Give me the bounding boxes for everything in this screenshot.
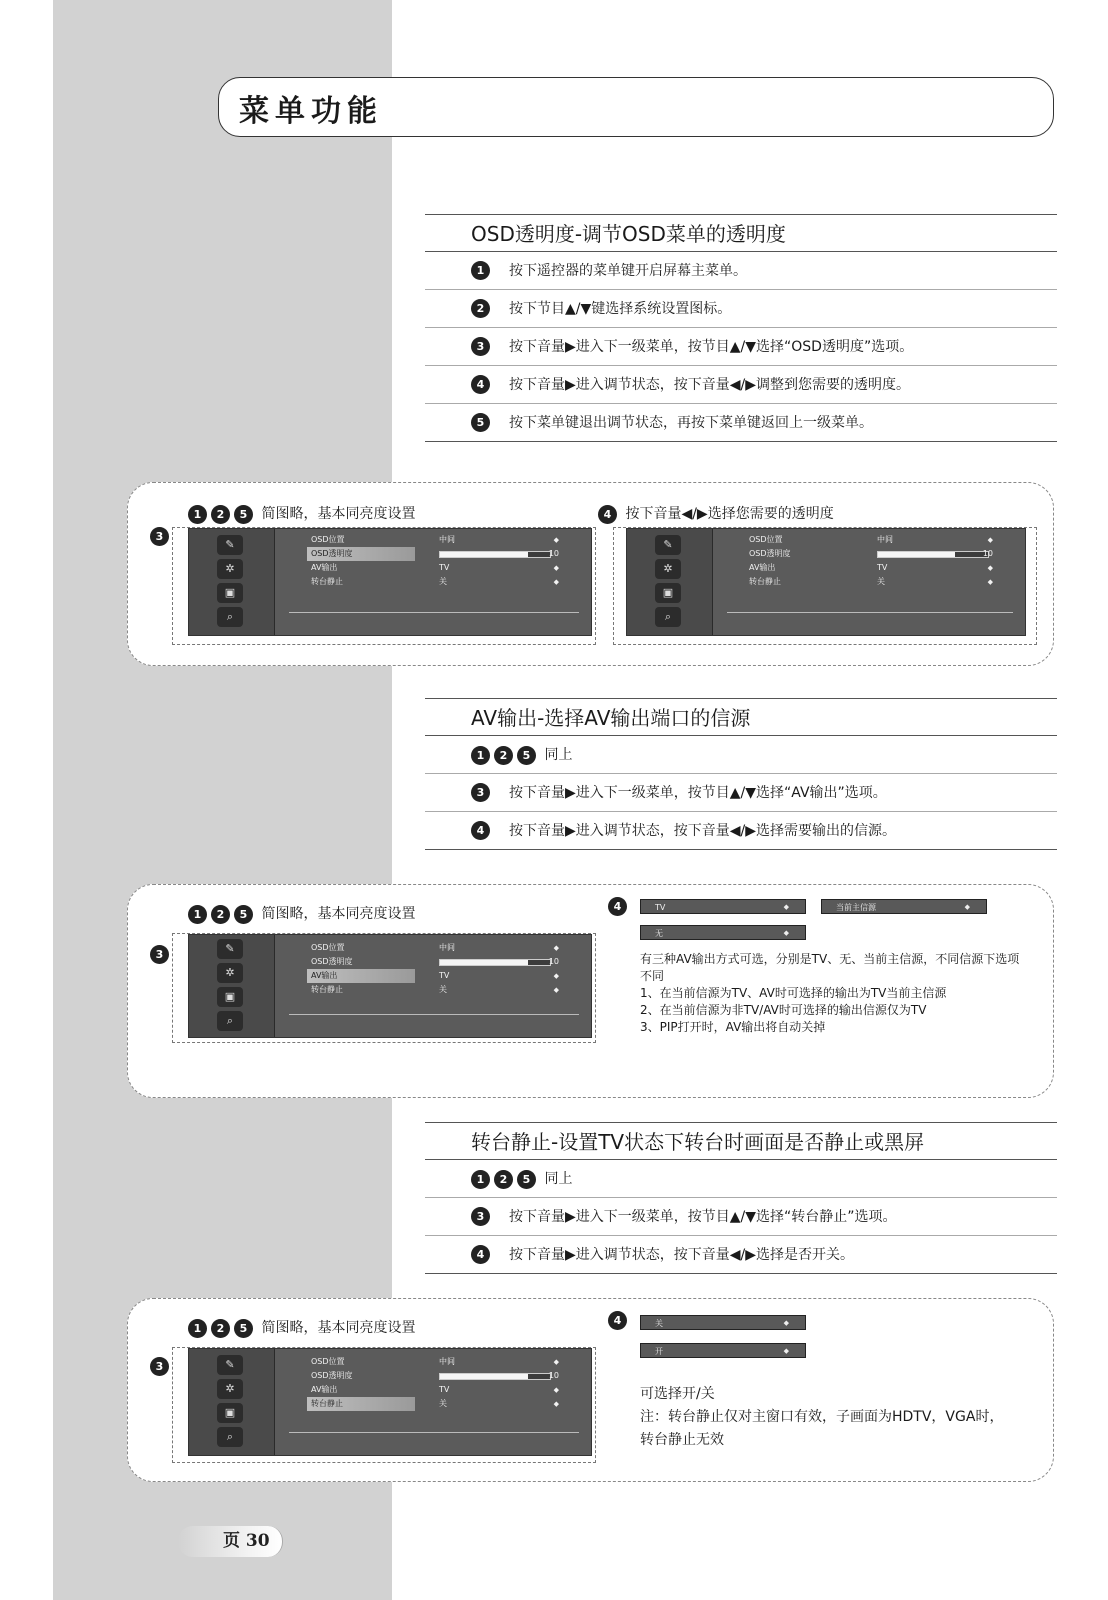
option-tv[interactable] [640, 899, 806, 914]
step-text: 按下音量▶进入调节状态，按下音量◀/▶选择需要输出的信源。 [509, 823, 897, 839]
arrow-right-icon: ◆ [553, 564, 559, 572]
option-off[interactable] [640, 1315, 806, 1330]
arrow-right-icon: ◆ [987, 536, 993, 544]
arrow-right-icon: ◆ [553, 972, 559, 980]
magnifier-icon: ⌕ [217, 607, 243, 627]
gear-icon: ✲ [217, 963, 243, 983]
same-label: 同上 [544, 747, 573, 763]
picture-icon: ▣ [217, 987, 243, 1007]
step-text: 按下音量▶进入下一级菜单，按节目▲/▼选择“AV输出”选项。 [509, 785, 887, 801]
option-label: TV [655, 903, 666, 912]
menu-label: 转台静止 [311, 577, 343, 586]
step-number: 3 [471, 337, 490, 356]
step-number: 2 [494, 746, 513, 765]
wrench-icon: ✎ [217, 1355, 243, 1375]
menu-row[interactable] [289, 983, 579, 997]
menu-row[interactable] [727, 547, 1013, 561]
step-number: 5 [471, 413, 490, 432]
option-label: 关 [655, 1319, 663, 1328]
menu-label: OSD位置 [311, 535, 345, 544]
step-numbers [471, 1160, 572, 1198]
step-text: 按下节目▲/▼键选择系统设置图标。 [509, 301, 732, 317]
option-label: 当前主信源 [836, 903, 876, 912]
caption-text: 简图略，基本同亮度设置 [261, 906, 416, 922]
illustration-panel-3 [127, 1298, 1054, 1482]
menu-value: 中间 [439, 535, 455, 544]
menu-label: OSD透明度 [307, 547, 415, 561]
step-number: 3 [150, 527, 169, 546]
menu-row[interactable] [727, 533, 1013, 547]
section-title: 转台静止-设置TV状态下转台时画面是否静止或黑屏 [425, 1122, 1057, 1160]
step-number: 3 [150, 1357, 169, 1376]
menu-label: OSD透明度 [311, 1371, 353, 1380]
step-number: 5 [517, 746, 536, 765]
menu-row[interactable] [289, 1369, 579, 1383]
menu-row[interactable] [727, 561, 1013, 575]
menu-label: 转台静止 [749, 577, 781, 586]
caption-text: 按下音量◀/▶选择您需要的透明度 [625, 506, 834, 522]
page-number-tab [178, 1526, 283, 1557]
menu-label: 转台静止 [307, 1397, 415, 1411]
picture-icon: ▣ [217, 583, 243, 603]
wrench-icon: ✎ [655, 535, 681, 555]
transparency-bar[interactable] [439, 1373, 551, 1380]
bar-value: 10 [548, 1371, 559, 1380]
magnifier-icon: ⌕ [217, 1427, 243, 1447]
arrow-right-icon: ◆ [987, 564, 993, 572]
arrow-right-icon: ◆ [783, 903, 789, 911]
step-row [425, 366, 1057, 404]
menu-row-selected[interactable] [289, 969, 579, 983]
menu-screenshot-frame [172, 1347, 596, 1463]
picture-icon: ▣ [217, 1403, 243, 1423]
menu-row[interactable] [289, 575, 579, 589]
step-number: 4 [471, 375, 490, 394]
menu-value: TV [877, 563, 888, 572]
step-text: 按下菜单键退出调节状态，再按下菜单键返回上一级菜单。 [509, 415, 873, 431]
bar-fill [440, 960, 528, 965]
picture-icon: ▣ [655, 583, 681, 603]
page-title-box [218, 77, 1054, 137]
wrench-icon: ✎ [217, 535, 243, 555]
step-number: 4 [608, 897, 627, 916]
arrow-right-icon: ◆ [553, 986, 559, 994]
menu-value: 中间 [877, 535, 893, 544]
note-line: 2、在当前信源为非TV/AV时可选择的输出信源仅为TV [640, 1003, 927, 1017]
step-number: 1 [471, 1170, 490, 1189]
menu-row[interactable] [289, 533, 579, 547]
menu-value: TV [439, 971, 450, 980]
caption-text: 简图略，基本同亮度设置 [261, 506, 416, 522]
step-number: 2 [494, 1170, 513, 1189]
step-numbers [471, 736, 572, 774]
bar-fill [440, 1374, 528, 1379]
panel-caption-left [188, 1317, 415, 1338]
panel-caption-right [598, 503, 834, 524]
step-row [425, 252, 1057, 290]
step-number: 3 [471, 783, 490, 802]
step-number: 1 [188, 505, 207, 524]
wrench-icon: ✎ [217, 939, 243, 959]
arrow-right-icon: ◆ [783, 1347, 789, 1355]
menu-value: 关 [439, 985, 447, 994]
menu-label: AV输出 [307, 969, 415, 983]
menu-value: TV [439, 1385, 450, 1394]
note-line: 1、在当前信源为TV、AV时可选择的输出为TV当前主信源 [640, 986, 947, 1000]
section-av-output [425, 698, 1057, 850]
step-number: 5 [234, 905, 253, 924]
menu-row[interactable] [289, 1383, 579, 1397]
arrow-right-icon: ◆ [783, 1319, 789, 1327]
freeze-note [640, 1383, 1048, 1452]
step-number: 5 [517, 1170, 536, 1189]
step-row [425, 1236, 1057, 1274]
menu-sidebar [189, 935, 275, 1037]
menu-value: TV [439, 563, 450, 572]
note-line: 转台静止无效 [640, 1432, 724, 1448]
transparency-bar[interactable] [439, 551, 551, 558]
step-row-same [425, 1160, 1057, 1198]
step-number: 5 [234, 1319, 253, 1338]
menu-row[interactable] [289, 955, 579, 969]
note-line: 有三种AV输出方式可选，分别是TV、无、当前主信源，不同信源下选项 [640, 952, 1020, 966]
menu-value: 关 [439, 577, 447, 586]
step-number: 3 [150, 945, 169, 964]
section-osd-transparency [425, 214, 1057, 442]
tv-menu-screen [188, 1348, 592, 1456]
menu-label: OSD透明度 [311, 957, 353, 966]
step-row [425, 1198, 1057, 1236]
gear-icon: ✲ [217, 1379, 243, 1399]
note-line: 不同 [640, 969, 665, 983]
step-row [425, 290, 1057, 328]
menu-label: AV输出 [749, 563, 776, 572]
menu-content [727, 529, 1013, 613]
bar-value: 10 [548, 549, 559, 558]
option-on[interactable] [640, 1343, 806, 1358]
option-current-source[interactable] [821, 899, 987, 914]
panel-caption-left [188, 503, 415, 524]
step-number: 2 [471, 299, 490, 318]
note-line: 注：转台静止仅对主窗口有效，子画面为HDTV，VGA时， [640, 1409, 1004, 1425]
bar-value: 10 [548, 957, 559, 966]
menu-content [289, 529, 579, 613]
arrow-right-icon: ◆ [553, 1400, 559, 1408]
menu-value: 中间 [439, 1357, 455, 1366]
section-title: OSD透明度-调节OSD菜单的透明度 [425, 214, 1057, 252]
transparency-bar[interactable] [439, 959, 551, 966]
option-label: 开 [655, 1347, 663, 1356]
tv-menu-screen [626, 528, 1026, 636]
step-text: 按下音量▶进入调节状态，按下音量◀/▶调整到您需要的透明度。 [509, 377, 911, 393]
magnifier-icon: ⌕ [655, 607, 681, 627]
gear-icon: ✲ [217, 559, 243, 579]
tv-menu-screen [188, 528, 592, 636]
section-channel-freeze [425, 1122, 1057, 1274]
menu-row[interactable] [289, 561, 579, 575]
step-number: 5 [234, 505, 253, 524]
bar-fill [878, 552, 955, 557]
menu-label: AV输出 [311, 1385, 338, 1394]
menu-sidebar [627, 529, 713, 635]
menu-value: 中间 [439, 943, 455, 952]
gear-icon: ✲ [655, 559, 681, 579]
transparency-bar[interactable] [877, 551, 989, 558]
tv-menu-screen [188, 934, 592, 1038]
menu-row-selected[interactable] [289, 547, 579, 561]
step-row [425, 328, 1057, 366]
av-output-note [640, 951, 1048, 1036]
option-none[interactable] [640, 925, 806, 940]
menu-value: 关 [439, 1399, 447, 1408]
menu-label: OSD透明度 [749, 549, 791, 558]
menu-label: AV输出 [311, 563, 338, 572]
step-number: 2 [211, 505, 230, 524]
bar-fill [440, 552, 528, 557]
menu-label: OSD位置 [749, 535, 783, 544]
arrow-right-icon: ◆ [553, 578, 559, 586]
illustration-panel-2 [127, 884, 1054, 1098]
step-number: 2 [211, 1319, 230, 1338]
arrow-right-icon: ◆ [783, 929, 789, 937]
magnifier-icon: ⌕ [217, 1011, 243, 1031]
step-number: 1 [471, 261, 490, 280]
menu-sidebar [189, 529, 275, 635]
step-number: 4 [471, 821, 490, 840]
step-row [425, 812, 1057, 850]
arrow-right-icon: ◆ [553, 944, 559, 952]
same-label: 同上 [544, 1171, 573, 1187]
arrow-right-icon: ◆ [553, 1386, 559, 1394]
arrow-right-icon: ◆ [987, 578, 993, 586]
bar-value: 10 [982, 549, 993, 558]
menu-value: 关 [877, 577, 885, 586]
menu-content [289, 1349, 579, 1433]
menu-screenshot-frame [172, 527, 596, 645]
menu-screenshot-frame [172, 933, 596, 1043]
step-text: 按下音量▶进入调节状态，按下音量◀/▶选择是否开关。 [509, 1247, 855, 1263]
menu-content [289, 935, 579, 1015]
arrow-right-icon: ◆ [553, 536, 559, 544]
step-number: 2 [211, 905, 230, 924]
arrow-right-icon: ◆ [553, 1358, 559, 1366]
illustration-panel-1 [127, 482, 1054, 666]
step-number: 4 [471, 1245, 490, 1264]
page-number: 页 30 [223, 1531, 270, 1551]
step-number: 3 [471, 1207, 490, 1226]
menu-sidebar [189, 1349, 275, 1455]
step-number: 1 [188, 1319, 207, 1338]
panel-caption-left [188, 903, 415, 924]
step-number: 4 [608, 1311, 627, 1330]
note-line: 可选择开/关 [640, 1386, 715, 1402]
arrow-right-icon: ◆ [964, 903, 970, 911]
menu-row[interactable] [727, 575, 1013, 589]
step-row-same [425, 736, 1057, 774]
section-title: AV输出-选择AV输出端口的信源 [425, 698, 1057, 736]
step-number: 1 [471, 746, 490, 765]
option-label: 无 [655, 929, 663, 938]
menu-label: OSD位置 [311, 943, 345, 952]
note-line: 3、PIP打开时，AV输出将自动关掉 [640, 1020, 826, 1034]
step-text: 按下音量▶进入下一级菜单，按节目▲/▼选择“OSD透明度”选项。 [509, 339, 914, 355]
menu-row[interactable] [289, 1355, 579, 1369]
caption-text: 简图略，基本同亮度设置 [261, 1320, 416, 1336]
step-number: 4 [598, 505, 617, 524]
menu-label: 转台静止 [311, 985, 343, 994]
menu-label: OSD位置 [311, 1357, 345, 1366]
menu-row-selected[interactable] [289, 1397, 579, 1411]
menu-screenshot-frame [613, 527, 1037, 645]
step-row [425, 774, 1057, 812]
page-title: 菜单功能 [239, 94, 383, 129]
menu-row[interactable] [289, 941, 579, 955]
step-text: 按下音量▶进入下一级菜单，按节目▲/▼选择“转台静止”选项。 [509, 1209, 897, 1225]
step-row [425, 404, 1057, 442]
step-text: 按下遥控器的菜单键开启屏幕主菜单。 [509, 263, 747, 279]
step-number: 1 [188, 905, 207, 924]
